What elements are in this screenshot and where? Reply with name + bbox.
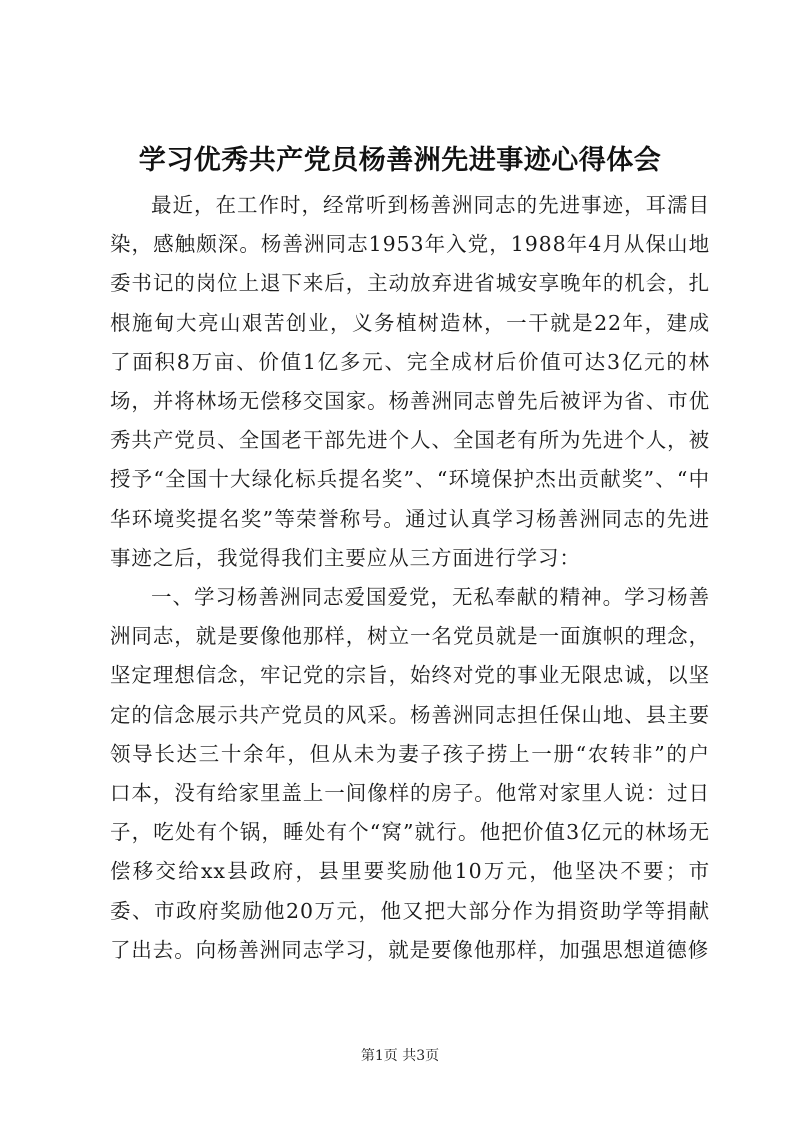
paragraph-point-one: 一、学习杨善洲同志爱国爱党，无私奉献的精神。学习杨善洲同志，就是要像他那样，树立一名党员就是一面旗帜的理念，坚定理想信念，牢记党的宗旨，始终对党的事业无限忠诚，以坚定的信念展示共产党员的风采。杨善洲同志担任保山地、县主要领导长达三十余年，但从未为妻子孩子捞上一册“农转非”的户口本，没有给家里盖上一间像样的房子。他常对家里人说：过日子，吃处有个锅，睡处有个“窝”就行。他把价值3亿元的林场无偿移交给xx县政府，县里要奖励他10万元，他坚决不要；市委、市政府奖励他20万元，他又把大部分作为捐资助学等捐献了出去。向杨善洲同志学习，就是要像他那样，加强思想道德修	[110, 585, 710, 962]
page-number-footer: 第1页 共3页	[360, 1048, 440, 1064]
document-title: 学习优秀共产党员杨善洲先进事迹心得体会	[138, 145, 662, 176]
paragraph-intro: 最近，在工作时，经常听到杨善洲同志的先进事迹，耳濡目染，感触颇深。杨善洲同志1953年入党，1988年4月从保山地委书记的岗位上退下来后，主动放弃进省城安享晚年的机会，扎根施甸大亮山艰苦创业，义务植树造林，一干就是22年，建成了面积8万亩、价值1亿多元、完全成材后价值可达3亿元的林场，并将林场无偿移交国家。杨善洲同志曾先后被评为省、市优秀共产党员、全国老干部先进个人、全国老有所为先进个人，被授予“全国十大绿化标兵提名奖”、“环境保护杰出贡献奖”、“中华环境奖提名奖”等荣誉称号。通过认真学习杨善洲同志的先进事迹之后，我觉得我们主要应从三方面进行学习：	[110, 193, 710, 570]
document-body	[110, 186, 710, 970]
